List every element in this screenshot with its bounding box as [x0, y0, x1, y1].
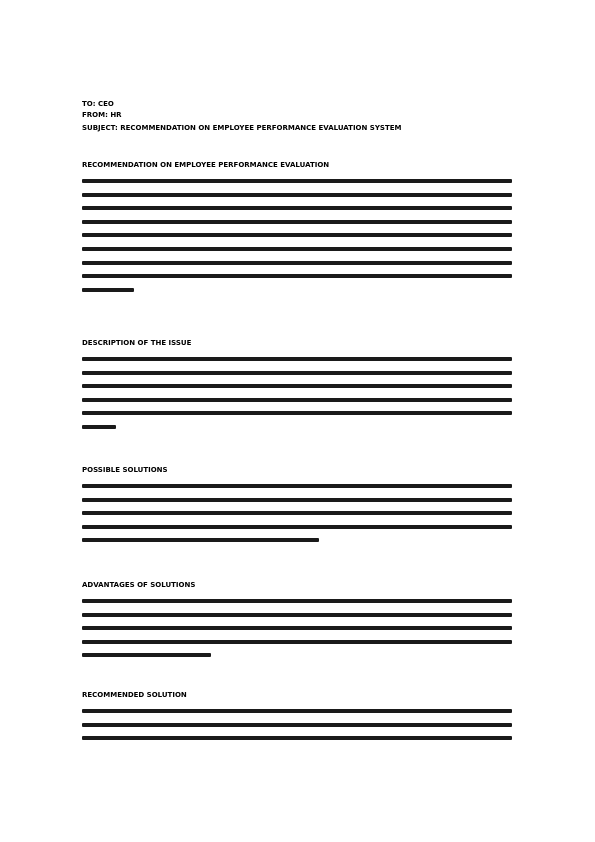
section-heading: RECOMMENDATION ON EMPLOYEE PERFORMANCE EVALUATION [82, 161, 330, 169]
section-heading: RECOMMENDED SOLUTION [82, 691, 187, 699]
section-advantages [82, 580, 514, 667]
memo-from: FROM: HR [82, 111, 122, 119]
illegible-text-line [82, 193, 512, 197]
section-heading: ADVANTAGES OF SOLUTIONS [82, 581, 196, 589]
illegible-text-line [82, 736, 512, 740]
illegible-text-line [82, 206, 512, 210]
illegible-text-line [82, 626, 512, 630]
section-description [82, 338, 514, 439]
illegible-text-line [82, 371, 512, 375]
section-possible-solutions [82, 465, 514, 552]
illegible-text-line [82, 538, 319, 542]
section-recommendation [82, 160, 514, 301]
illegible-text-line [82, 525, 512, 529]
illegible-text-line [82, 599, 512, 603]
illegible-text-line [82, 261, 512, 265]
illegible-text-line [82, 425, 116, 429]
illegible-text-line [82, 233, 512, 237]
illegible-text-line [82, 411, 512, 415]
illegible-text-line [82, 498, 512, 502]
illegible-text-line [82, 220, 512, 224]
illegible-text-line [82, 511, 512, 515]
section-heading: DESCRIPTION OF THE ISSUE [82, 339, 192, 347]
section-body [82, 599, 514, 657]
section-body [82, 709, 514, 740]
illegible-text-line [82, 357, 512, 361]
illegible-text-line [82, 247, 512, 251]
illegible-text-line [82, 179, 512, 183]
illegible-text-line [82, 384, 512, 388]
illegible-text-line [82, 709, 512, 713]
illegible-text-line [82, 613, 512, 617]
memo-subject: SUBJECT: RECOMMENDATION ON EMPLOYEE PERFORMANCE EVALUATION SYSTEM [82, 124, 402, 132]
section-body [82, 484, 514, 542]
memo-to: TO: CEO [82, 100, 114, 108]
illegible-text-line [82, 484, 512, 488]
illegible-text-line [82, 723, 512, 727]
illegible-text-line [82, 398, 512, 402]
illegible-text-line [82, 653, 211, 657]
section-recommended-solution [82, 690, 514, 750]
illegible-text-line [82, 640, 512, 644]
illegible-text-line [82, 274, 512, 278]
section-heading: POSSIBLE SOLUTIONS [82, 466, 168, 474]
section-body [82, 357, 514, 429]
illegible-text-line [82, 288, 134, 292]
section-body [82, 179, 514, 292]
memo-header [82, 99, 512, 134]
